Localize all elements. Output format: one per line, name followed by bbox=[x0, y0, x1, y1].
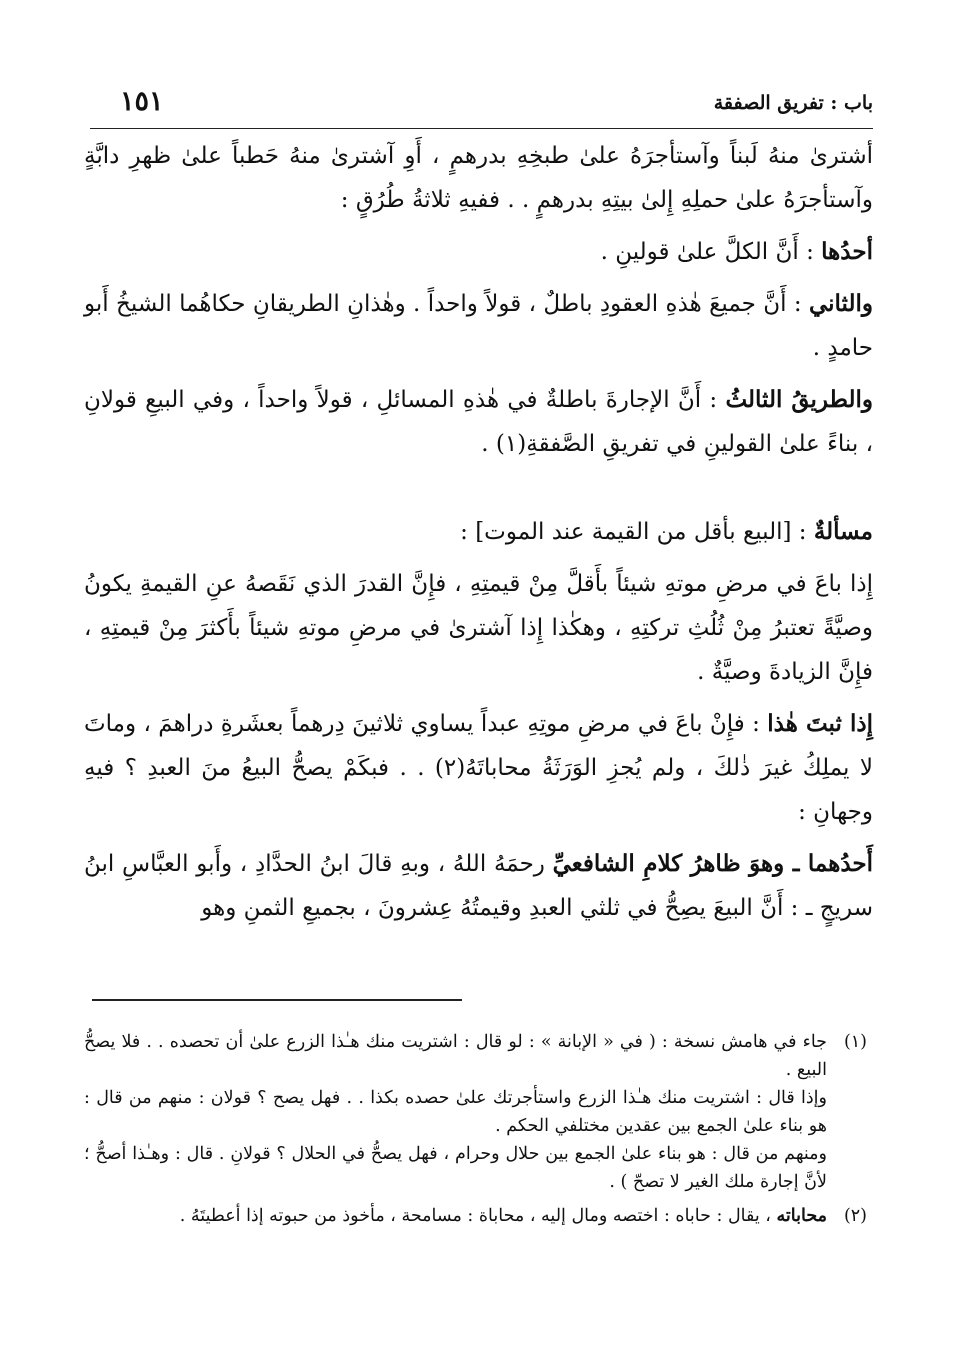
footnote-1-number: (١) bbox=[843, 1032, 867, 1052]
footnote-2-number: (٢) bbox=[843, 1206, 867, 1226]
paragraph-4 bbox=[84, 378, 873, 466]
masala-lead: مسألةٌ bbox=[813, 518, 873, 545]
footnote-1-line-2: وإذا قال : اشتريت منك هـٰذا الزرع واستأجرتك علىٰ حصده بكذا . . فهل يصح ؟ قولان : منهم من قال : هو بناء علىٰ الجمع بين عقدين مختلفي الحكم . bbox=[84, 1088, 827, 1136]
paragraph-6-text: : فإِنْ باعَ في مرضِ موتِهِ عبداً يساوي ثلاثينَ دِرهماً بعشَرةِ دراهمَ ، وماتَ لا يملِكُ غيرَ ذٰلكَ ، ولم يُجزِ الوَرَثَةُ محاباتَهُ(٢) . . فبكَمْ يصحُّ البيعُ منَ العبدِ ؟ فيهِ وجهانِ : bbox=[84, 711, 873, 825]
main-text bbox=[84, 134, 873, 938]
running-title: باب : تفريق الصفقة bbox=[713, 92, 873, 114]
paragraph-4-lead: والطريقُ الثالثُ bbox=[725, 386, 873, 413]
paragraph-3-text: : أَنَّ جميعَ هٰذهِ العقودِ باطلٌ ، قولاً واحداً . وهٰذانِ الطريقانِ حكاهُما الشيخُ أَبو حامدٍ . bbox=[84, 291, 873, 361]
footnote-2-body bbox=[84, 1202, 827, 1230]
footnote-1-line-1: جاء في هامش نسخة : ( في « الإبانة » : لو قال : اشتريت منك هـٰذا الزرع علىٰ أن تحصده . . فلا يصحُّ البيع . bbox=[84, 1032, 827, 1080]
footnote-1-body bbox=[84, 1028, 827, 1196]
footnote-1-line-3: ومنهم من قال : هو بناء علىٰ الجمع بين حلال وحرام ، فهل يصحُّ في الحلال ؟ قولانِ . قال : وهـٰذا أصحُّ ؛ لأنَّ إجارة ملك الغير لا تصحّ ) . bbox=[84, 1144, 827, 1192]
paragraph-7-text: رحمَهُ اللهُ ، وبهِ قالَ ابنُ الحدَّادِ ، وأَبو العبَّاسِ ابنُ سريجٍ ـ : أَنَّ البيعَ يصِحُّ في ثلثي العبدِ وقيمتُهُ عِشرونَ ، بجميعِ الثمنِ وهو bbox=[84, 851, 873, 921]
footnote-1 bbox=[84, 1028, 867, 1196]
paragraph-6-lead: إِذا ثبتَ هٰذا bbox=[767, 710, 873, 737]
paragraph-2 bbox=[84, 230, 873, 274]
masala-heading bbox=[84, 510, 873, 554]
paragraph-6 bbox=[84, 702, 873, 834]
paragraph-7 bbox=[84, 842, 873, 930]
paragraph-3 bbox=[84, 282, 873, 370]
footnote-2 bbox=[84, 1202, 867, 1230]
paragraph-1: أشترىٰ منهُ لَبناً وآستأجرَهُ علىٰ طبخِهِ بدرهمٍ ، أَوِ آشترىٰ منهُ حَطباً علىٰ ظهرِ دابَّةٍ وآستأجرَهُ علىٰ حملِهِ إِلىٰ بيتِهِ بدرهمٍ . . ففيهِ ثلاثةُ طُرُقٍ : bbox=[84, 143, 873, 213]
footnotes bbox=[84, 1028, 867, 1236]
paragraph-4-text: : أَنَّ الإجارةَ باطلةٌ في هٰذهِ المسائلِ ، قولاً واحداً ، وفي البيعِ قولانِ ، بناءً علىٰ القولينِ في تفريقِ الصَّفقةِ(١) . bbox=[84, 387, 873, 457]
footnote-2-lead: محاباته bbox=[776, 1206, 827, 1226]
page-header bbox=[90, 84, 873, 129]
paragraph-2-text: : أَنَّ الكلَّ علىٰ قولينِ . bbox=[600, 239, 822, 265]
footnote-separator bbox=[92, 999, 462, 1001]
paragraph-2-lead: أحدُها bbox=[821, 238, 873, 265]
paragraph-5: إِذا باعَ في مرضِ موتهِ شيئاً بأَقلَّ مِنْ قيمتِهِ ، فإِنَّ القدرَ الذي نَقَصهُ عنِ القيمةِ يكونُ وصيَّةً تعتبرُ مِنْ ثُلُثِ تركتِهِ ، وهكٰذا إِذا آشترىٰ في مرضِ موتهِ شيئاً بأَكثرَ مِنْ قيمتِهِ ، فإِنَّ الزيادةَ وصيَّةٌ . bbox=[84, 571, 873, 685]
footnote-2-text: ، يقال : حاباه : اختصه ومال إليه ، محاباة : مسامحة ، مأخوذ من حبوته إذا أعطيتَهُ . bbox=[179, 1206, 777, 1226]
page-number: ١٥١ bbox=[120, 86, 164, 117]
masala-title: : [البيع بأقل من القيمة عند الموت] : bbox=[460, 519, 814, 545]
paragraph-3-lead: والثاني bbox=[808, 290, 873, 317]
paragraph-7-lead: أَحدُهما ـ وهوَ ظاهرُ كلامِ الشافعيِّ bbox=[552, 850, 873, 877]
